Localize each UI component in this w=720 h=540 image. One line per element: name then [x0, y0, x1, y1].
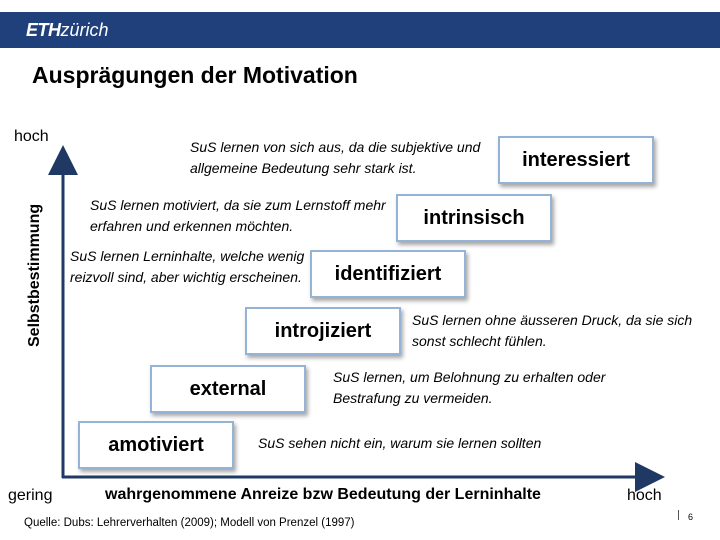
y-axis-label: Selbstbestimmung [26, 203, 43, 347]
level-description-identifiziert: SuS lernen Lerninhalte, welche wenig reizvoll sind, aber wichtig erscheinen. [70, 248, 305, 285]
level-description-intrinsisch: SuS lernen motiviert, da sie zum Lernstoff mehr erfahren und erkennen möchten. [90, 197, 386, 234]
level-box-identifiziert: identifiziert [310, 250, 466, 298]
y-axis-high-label: hoch [14, 128, 49, 145]
source-citation: Quelle: Dubs: Lehrerverhalten (2009); Modell von Prenzel (1997) [24, 517, 355, 529]
level-box-external: external [150, 365, 306, 413]
x-axis-low-label: gering [8, 487, 53, 504]
level-description-introjiziert: SuS lernen ohne äusseren Druck, da sie sich sonst schlecht fühlen. [412, 312, 693, 349]
x-axis-high-label: hoch [627, 487, 662, 504]
page-number-separator [678, 510, 679, 520]
page-title: Ausprägungen der Motivation [32, 62, 358, 88]
logo-sub-text: zürich [60, 20, 109, 40]
level-box-intrinsisch: intrinsisch [396, 194, 552, 242]
level-description-interessiert: SuS lernen von sich aus, da die subjektive und allgemeine Bedeutung sehr stark ist. [190, 139, 481, 176]
level-box-interessiert: interessiert [498, 136, 654, 184]
logo-main-text: ETH [26, 20, 61, 40]
x-axis-label: wahrgenommene Anreize bzw Bedeutung der Lerninhalte [105, 486, 541, 503]
page-number: 6 [688, 512, 694, 522]
level-box-amotiviert: amotiviert [78, 421, 234, 469]
level-box-introjiziert: introjiziert [245, 307, 401, 355]
level-description-external: SuS lernen, um Belohnung zu erhalten oder Bestrafung zu vermeiden. [333, 369, 606, 406]
level-description-amotiviert: SuS sehen nicht ein, warum sie lernen sollten [258, 435, 542, 451]
